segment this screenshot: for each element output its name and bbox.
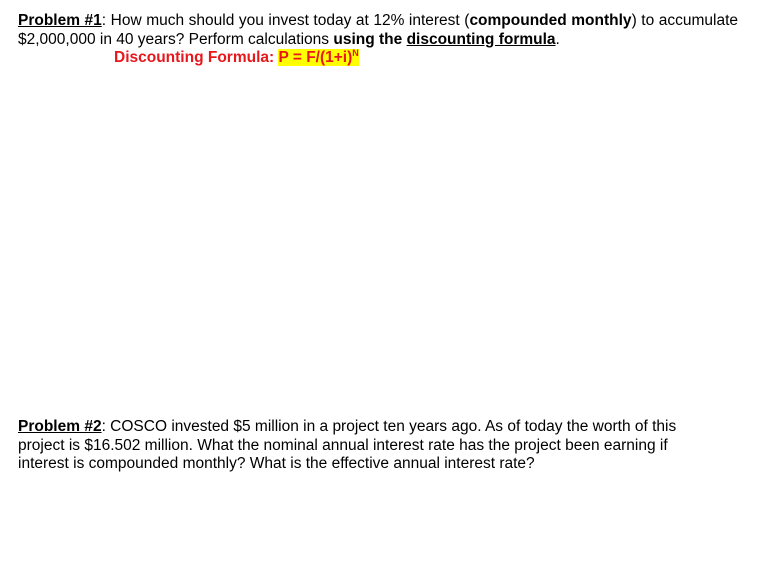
problem-2-body: COSCO invested $5 million in a project ten years ago. As of today the worth of this project is $16.502 million. What the nominal annual interest rate has the project been earning if interest is compounded monthly? What is the effective annual interest rate? xyxy=(18,418,677,472)
formula-label: Discounting Formula: xyxy=(114,49,279,66)
problem-1-text-c: . xyxy=(555,30,560,48)
problem-2-text xyxy=(18,418,718,474)
formula-exponent: N xyxy=(352,48,359,58)
problem-1-text-a: How much should you invest today at 12% interest ( xyxy=(106,12,470,29)
problem-1 xyxy=(18,12,738,49)
formula-expression-highlight xyxy=(278,49,358,66)
problem-1-text-b: ) to accumulate $2,000,000 in 40 years? Perform calculations xyxy=(18,12,738,48)
problem-2-colon: : xyxy=(101,418,106,435)
problem-1-bold-formula: discounting formula xyxy=(406,30,556,48)
problem-1-bold-using: using the xyxy=(333,30,407,48)
problem-2-title: Problem #2 xyxy=(18,418,102,435)
problem-1-bold-compounded: compounded monthly xyxy=(469,12,632,29)
problem-1-colon: : xyxy=(101,12,107,29)
problem-2 xyxy=(18,418,718,474)
problem-1-text xyxy=(18,12,738,49)
problem-1-title: Problem #1 xyxy=(18,12,102,29)
discounting-formula xyxy=(114,49,359,67)
formula-expression: P = F/(1+i) xyxy=(278,49,353,66)
